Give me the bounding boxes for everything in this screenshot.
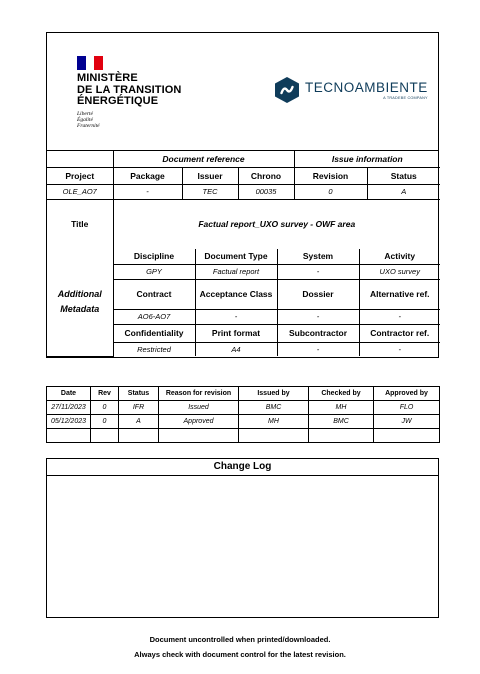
approval-table: [46, 386, 440, 443]
issuer-value: TEC: [182, 184, 238, 199]
metadata-header: Document Type: [195, 249, 277, 264]
metadata-header: Print format: [195, 324, 277, 342]
approval-issued-by: BMC: [239, 401, 309, 415]
metadata-header: Contract: [113, 279, 195, 309]
table-row: [47, 415, 440, 429]
metadata-header: Contractor ref.: [359, 324, 440, 342]
approval-reason: Approved: [159, 415, 239, 429]
contractor-ref-value: -: [359, 342, 440, 356]
system-value: -: [277, 264, 359, 279]
additional-metadata-label: Additional Metadata: [47, 249, 113, 356]
table-row: [47, 429, 440, 443]
approval-approved-by: [374, 429, 440, 443]
column-header: Project: [47, 167, 113, 184]
dossier-value: -: [277, 309, 359, 324]
ministry-name: MINISTÈRE DE LA TRANSITION ÉNERGÉTIQUE: [77, 72, 182, 107]
approval-status: IFR: [119, 401, 159, 415]
metadata-table: [47, 249, 440, 357]
approval-column-header: Approved by: [374, 387, 440, 401]
metadata-header: Dossier: [277, 279, 359, 309]
approval-rev: [91, 429, 119, 443]
column-header: Issuer: [182, 167, 238, 184]
column-header: Revision: [294, 167, 367, 184]
metadata-header: System: [277, 249, 359, 264]
metadata-header: Subcontractor: [277, 324, 359, 342]
column-header: Chrono: [238, 167, 294, 184]
change-log-title: Change Log: [47, 459, 438, 476]
approval-reason: [159, 429, 239, 443]
approval-checked-by: MH: [309, 401, 374, 415]
approval-status: [119, 429, 159, 443]
approval-column-header: Issued by: [239, 387, 309, 401]
approval-status: A: [119, 415, 159, 429]
approval-column-header: Status: [119, 387, 159, 401]
approval-checked-by: [309, 429, 374, 443]
package-value: -: [113, 184, 182, 199]
approval-rev: 0: [91, 415, 119, 429]
approval-column-header: Date: [47, 387, 91, 401]
status-value: A: [367, 184, 440, 199]
approval-column-header: Reason for revision: [159, 387, 239, 401]
company-logo: [275, 77, 428, 103]
approval-approved-by: JW: [374, 415, 440, 429]
metadata-header: Acceptance Class: [195, 279, 277, 309]
activity-value: UXO survey: [359, 264, 440, 279]
alternative-ref-value: -: [359, 309, 440, 324]
chrono-value: 00035: [238, 184, 294, 199]
print-format-value: A4: [195, 342, 277, 356]
approval-column-header: Rev: [91, 387, 119, 401]
metadata-header: Activity: [359, 249, 440, 264]
revision-value: 0: [294, 184, 367, 199]
french-republic-flag-icon: [77, 56, 103, 70]
tecnoambiente-logo-icon: [275, 77, 299, 103]
document-title: Factual report_UXO survey - OWF area: [113, 199, 440, 249]
approval-date: 05/12/2023: [47, 415, 91, 429]
table-row: [47, 401, 440, 415]
approval-issued-by: [239, 429, 309, 443]
change-log-box: [46, 458, 439, 618]
approval-issued-by: MH: [239, 415, 309, 429]
subcontractor-value: -: [277, 342, 359, 356]
approval-reason: Issued: [159, 401, 239, 415]
approval-checked-by: BMC: [309, 415, 374, 429]
footer-notice: [0, 632, 480, 662]
document-type-value: Factual report: [195, 264, 277, 279]
approval-date: [47, 429, 91, 443]
logo-area: [47, 33, 438, 151]
document-reference-header: Document reference: [113, 151, 294, 167]
metadata-header: Confidentiality: [113, 324, 195, 342]
column-header: Package: [113, 167, 182, 184]
footer-line: Document uncontrolled when printed/downloaded.: [149, 635, 331, 644]
metadata-header: Alternative ref.: [359, 279, 440, 309]
approval-approved-by: FLO: [374, 401, 440, 415]
company-name: TECNOAMBIENTE: [305, 80, 428, 95]
approval-column-header: Checked by: [309, 387, 374, 401]
document-cover-sheet: [46, 32, 439, 358]
issue-information-header: Issue information: [294, 151, 440, 167]
confidentiality-value: Restricted: [113, 342, 195, 356]
reference-table: [47, 151, 440, 249]
approval-rev: 0: [91, 401, 119, 415]
title-label: Title: [47, 199, 113, 249]
republic-motto: Liberté Égalité Fraternité: [77, 110, 100, 129]
metadata-header: Discipline: [113, 249, 195, 264]
discipline-value: GPY: [113, 264, 195, 279]
acceptance-class-value: -: [195, 309, 277, 324]
company-tagline: A TRADEBE COMPANY: [383, 96, 428, 100]
column-header: Status: [367, 167, 440, 184]
ministry-logo: [77, 56, 181, 129]
footer-line: Always check with document control for the latest revision.: [134, 650, 346, 659]
project-value: OLE_AO7: [47, 184, 113, 199]
approval-date: 27/11/2023: [47, 401, 91, 415]
contract-value: AO6-AO7: [113, 309, 195, 324]
